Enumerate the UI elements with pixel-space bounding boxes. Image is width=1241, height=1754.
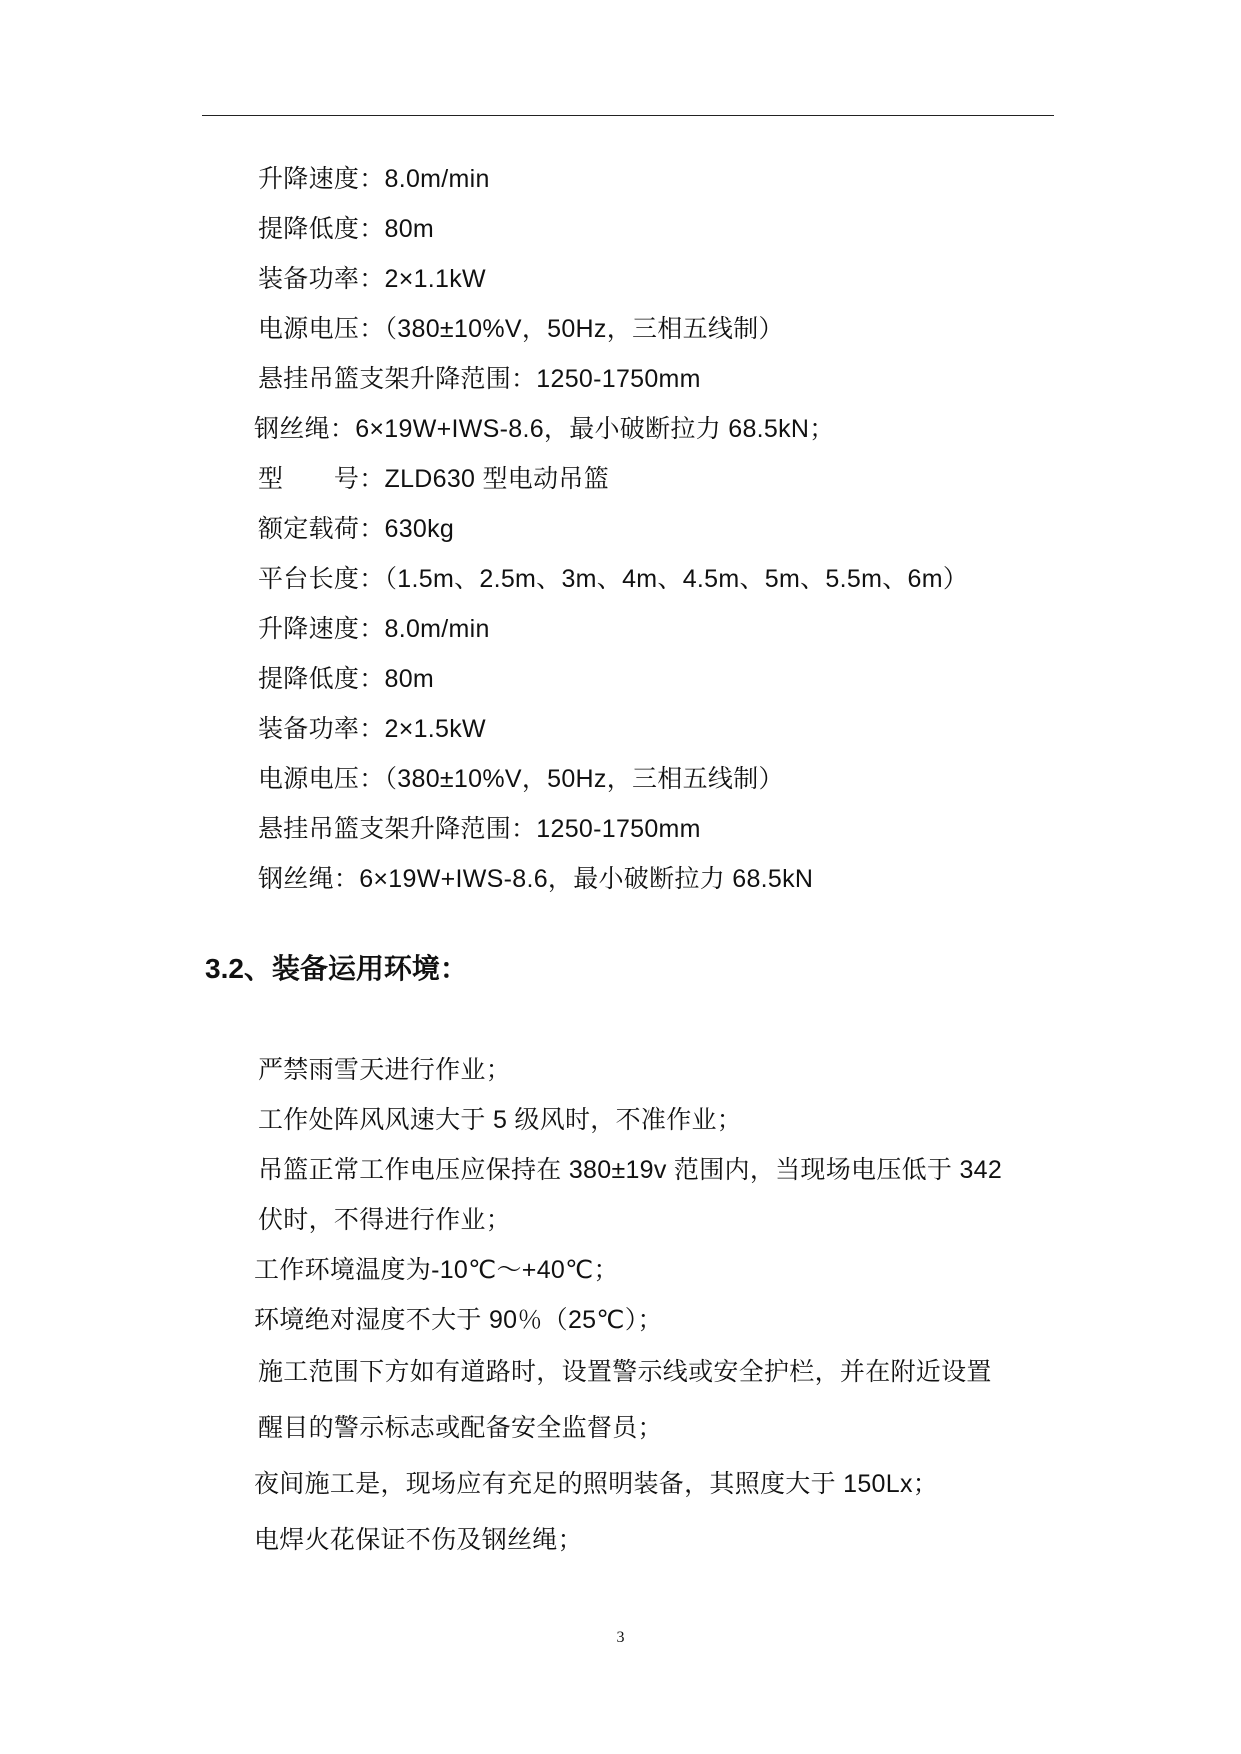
spec-line: 装备功率：2×1.5kW (258, 715, 486, 743)
page-number: 3 (616, 1629, 625, 1646)
spec-line: 升降速度：8.0m/min (258, 615, 490, 643)
spec-line: 悬挂吊篮支架升降范围：1250-1750mm (258, 365, 701, 393)
spec-line: 悬挂吊篮支架升降范围：1250-1750mm (258, 815, 701, 843)
spec-line: 钢丝绳：6×19W+IWS-8.6，最小破断拉力 68.5kN； (254, 415, 835, 443)
spec-line: 钢丝绳：6×19W+IWS-8.6，最小破断拉力 68.5kN (258, 865, 814, 893)
env-line: 工作环境温度为-10℃～+40℃； (254, 1256, 619, 1284)
env-line: 醒目的警示标志或配备安全监督员； (258, 1414, 663, 1442)
env-line: 严禁雨雪天进行作业； (258, 1056, 512, 1084)
spec-line: 提降低度：80m (258, 215, 435, 243)
spec-line: 升降速度：8.0m/min (258, 165, 490, 193)
env-line: 吊篮正常工作电压应保持在 380±19v 范围内，当现场电压低于 342 (258, 1156, 1003, 1184)
model-label: 型 号 (258, 465, 360, 493)
env-line: 夜间施工是，现场应有充足的照明装备，其照度大于 150Lx； (254, 1470, 939, 1498)
model-value: ：ZLD630 型电动吊篮 (359, 465, 609, 493)
env-line: 环境绝对湿度不大于 90％（25℃）； (254, 1306, 663, 1334)
env-line: 施工范围下方如有道路时，设置警示线或安全护栏，并在附近设置 (258, 1358, 992, 1386)
spec-line: 电源电压：（380±10%V，50Hz，三相五线制） (258, 315, 784, 343)
section-heading: 3.2、装备运用环境： (205, 953, 468, 984)
spec-line: 电源电压：（380±10%V，50Hz，三相五线制） (258, 765, 784, 793)
env-line: 伏时，不得进行作业； (258, 1206, 512, 1234)
env-line: 电焊火花保证不伤及钢丝绳； (254, 1526, 583, 1554)
env-line: 工作处阵风风速大于 5 级风时，不准作业； (258, 1106, 743, 1134)
header-rule (202, 115, 1054, 116)
spec-line: 装备功率：2×1.1kW (258, 265, 486, 293)
spec-line: 提降低度：80m (258, 665, 435, 693)
spec-line: 平台长度：（1.5m、2.5m、3m、4m、4.5m、5m、5.5m、6m） (258, 565, 969, 593)
model-line (258, 464, 609, 494)
spec-line: 额定载荷：630kg (258, 515, 455, 543)
